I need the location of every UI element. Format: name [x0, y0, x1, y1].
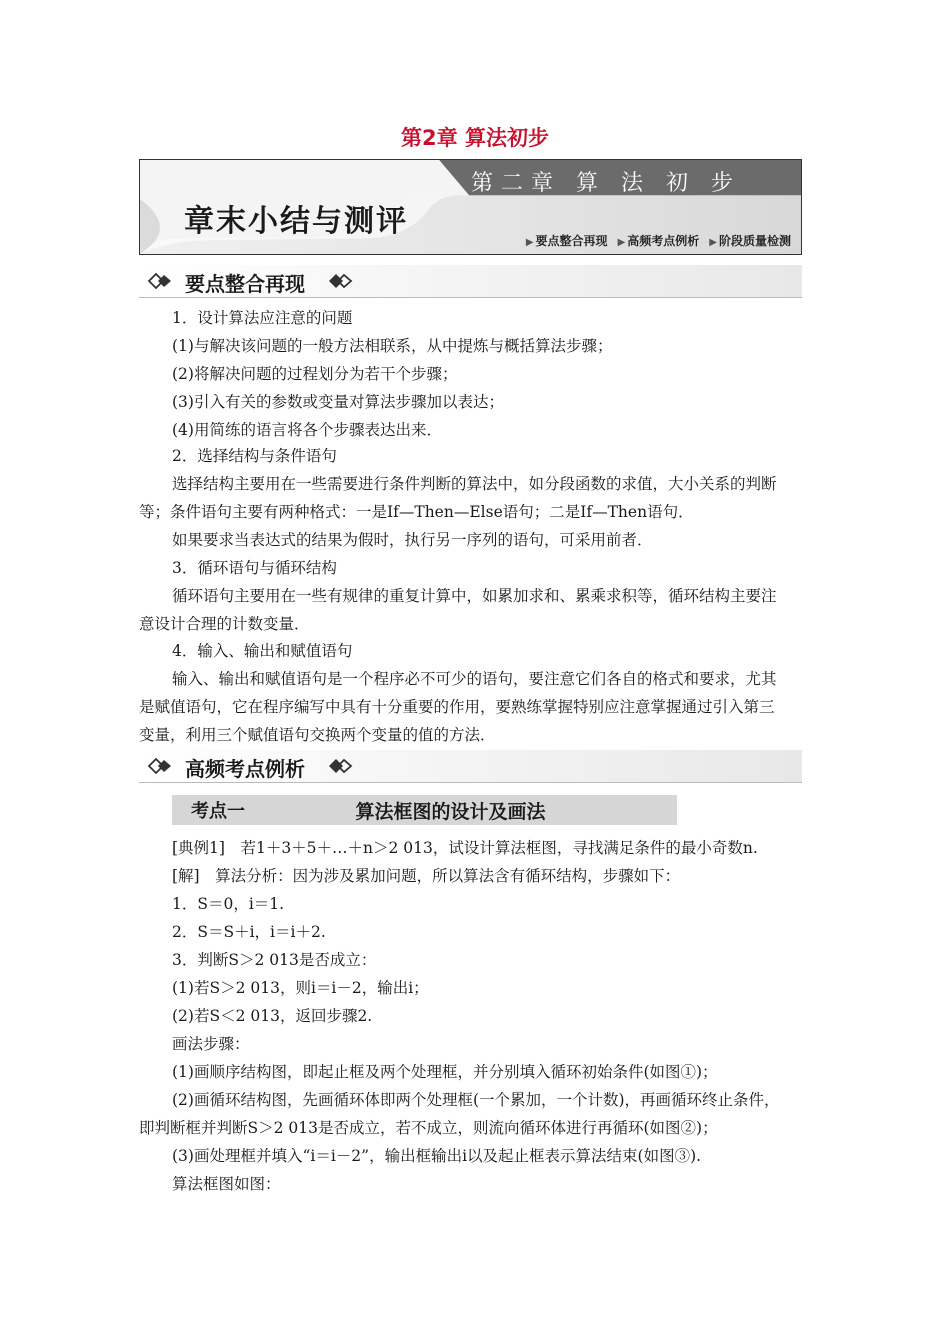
section-heading: 高频考点例析: [185, 757, 305, 781]
banner-nav-item: [526, 232, 608, 249]
paragraph-line: 是赋值语句，它在程序编写中具有十分重要的作用，要熟练掌握特别应注意掌握通过引入第三: [139, 698, 775, 716]
paragraph-line: [典例1] 若1＋3＋5＋…＋n＞2 013，试设计算法框图，寻找满足条件的最小奇数n.: [172, 839, 758, 857]
topic-title: 算法框图的设计及画法: [355, 800, 546, 823]
paragraph-line: 2．选择结构与条件语句: [172, 447, 337, 465]
paragraph-line: 如果要求当表达式的结果为假时，执行另一序列的语句，可采用前者．: [172, 531, 653, 549]
paragraph-line: 4．输入、输出和赋值语句: [172, 642, 353, 660]
diamond-ornament-icon: [327, 757, 353, 775]
chapter-title: 第2章 算法初步: [401, 126, 549, 150]
topic-tag: 考点一: [191, 801, 245, 822]
paragraph-line: 即判断框并判断S＞2 013是否成立，若不成立，则流向循环体进行再循环(如图②)；: [139, 1119, 718, 1137]
banner-nav-label: 高频考点例析: [627, 234, 700, 248]
paragraph-line: 选择结构主要用在一些需要进行条件判断的算法中，如分段函数的求值，大小关系的判断: [172, 475, 777, 493]
topic-bar: [172, 795, 677, 825]
paragraph-line: 输入、输出和赋值语句是一个程序必不可少的语句，要注意它们各自的格式和要求，尤其: [172, 670, 777, 688]
paragraph-line: [解] 算法分析：因为涉及累加问题，所以算法含有循环结构，步骤如下：: [172, 867, 681, 885]
banner-nav-item: [709, 232, 791, 249]
paragraph-line: 等；条件语句主要有两种格式：一是If—Then—Else语句；二是If—Then语句．: [139, 503, 694, 521]
paragraph-line: 1．S＝0，i＝1.: [172, 895, 285, 913]
paragraph-line: 意设计合理的计数变量．: [139, 615, 310, 633]
section-heading: 要点整合再现: [185, 272, 305, 296]
paragraph-line: 算法框图如图：: [172, 1175, 281, 1193]
paragraph-line: 变量，利用三个赋值语句交换两个变量的值的方法．: [139, 726, 496, 744]
triangle-right-icon: ▶: [709, 237, 717, 248]
paragraph-line: (1)画顺序结构图，即起止框及两个处理框，并分别填入循环初始条件(如图①)；: [172, 1063, 718, 1081]
paragraph-line: (3)引入有关的参数或变量对算法步骤加以表达；: [172, 393, 504, 411]
diamond-ornament-icon: [327, 272, 353, 290]
paragraph-line: 3．循环语句与循环结构: [172, 559, 337, 577]
paragraph-line: (1)若S＞2 013，则i＝i－2，输出i；: [172, 979, 429, 997]
paragraph-line: (1)与解决该问题的一般方法相联系，从中提炼与概括算法步骤；: [172, 337, 613, 355]
triangle-right-icon: ▶: [617, 237, 626, 248]
paragraph-line: (2)将解决问题的过程划分为若干个步骤；: [172, 365, 458, 383]
banner-nav-label: 阶段质量检测: [718, 234, 791, 248]
banner-title: 章末小结与测评: [184, 204, 408, 239]
paragraph-line: (2)画循环结构图，先画循环体即两个处理框(一个累加，一个计数)，再画循环终止条件，: [172, 1091, 780, 1109]
banner-chapter-label: 第二章 算 法 初 步: [471, 171, 741, 196]
paragraph-line: (3)画处理框并填入“i＝i－2”，输出框输出i以及起止框表示算法结束(如图③).: [172, 1147, 702, 1165]
chapter-banner: [139, 159, 802, 255]
paragraph-line: 2．S＝S＋i，i＝i＋2.: [172, 923, 326, 941]
banner-nav-item: [618, 232, 700, 249]
banner-nav-label: 要点整合再现: [535, 234, 608, 248]
section-header-frequent-topics: [139, 750, 802, 783]
paragraph-line: 1．设计算法应注意的问题: [172, 309, 353, 327]
paragraph-line: (4)用简练的语言将各个步骤表达出来．: [172, 421, 442, 439]
diamond-ornament-icon: [147, 757, 173, 775]
paragraph-line: (2)若S＜2 013，返回步骤2.: [172, 1007, 373, 1025]
section-header-key-points: [139, 265, 802, 298]
paragraph-line: 3．判断S＞2 013是否成立：: [172, 951, 377, 969]
paragraph-line: 画法步骤：: [172, 1035, 250, 1053]
banner-nav: [526, 232, 791, 249]
triangle-right-icon: ▶: [525, 237, 534, 248]
diamond-ornament-icon: [147, 272, 173, 290]
paragraph-line: 循环语句主要用在一些有规律的重复计算中，如累加求和、累乘求积等，循环结构主要注: [172, 587, 777, 605]
